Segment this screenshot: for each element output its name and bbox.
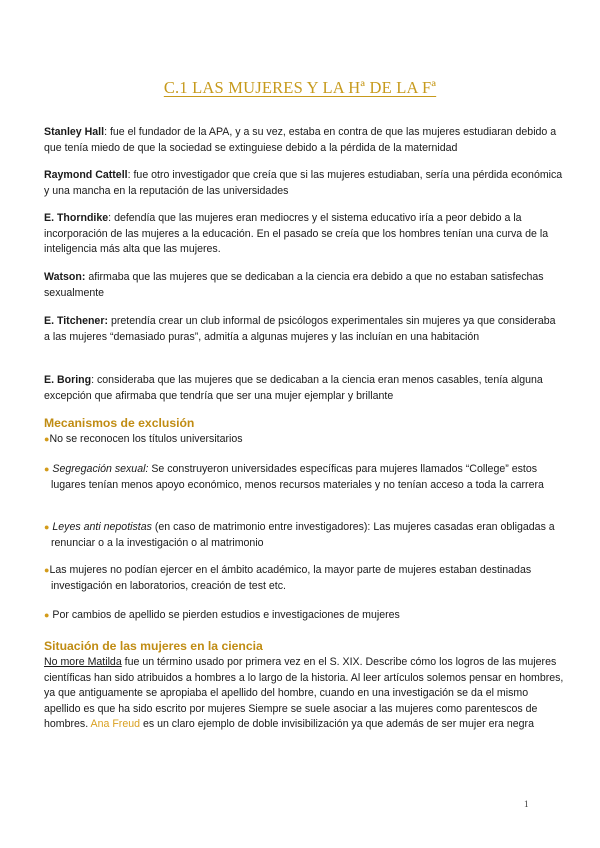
list-item: ●No se reconocen los títulos universitarios xyxy=(44,433,243,445)
page-title: C.1 LAS MUJERES Y LA Hª DE LA Fª xyxy=(163,78,437,97)
highlight-ana-freud: Ana Freud xyxy=(90,718,140,730)
person-name: Watson: xyxy=(44,271,86,283)
person-name: E. Thorndike xyxy=(44,212,109,224)
person-description: defendía que las mujeres eran mediocres y el sistema educativo iría a peor debido a la incorporación de las mujeres a la educación. En el pasado se creía que los hombres tenían una curva de la inteligencia más alta que las mujeres. xyxy=(44,212,549,255)
paragraph-e-thorndike: E. Thorndike: defendía que las mujeres eran mediocres y el sistema educativo iría a peor debido a la incorporación de las mujeres a la educación. En el pasado se creía que los hombres tenían una curva de la inteligencia más alta que las mujeres. xyxy=(44,212,549,255)
person-name: Raymond Cattell xyxy=(44,169,128,181)
list-item: ● Leyes anti nepotistas (en caso de matrimonio entre investigadores): Las mujeres casadas eran obligadas a renunciar o a la investigación o al matrimonio xyxy=(44,521,555,549)
paragraph-e-titchener xyxy=(44,314,564,345)
person-name: E. Boring xyxy=(44,374,92,386)
list-item: ● Segregación sexual: Se construyeron universidades específicas para mujeres llamados “College” estos lugares tenían menos apoyo económico, menos recursos materiales y no tenían acceso a toda la carrera xyxy=(44,463,544,491)
bullet-icon: ● xyxy=(44,434,50,444)
person-name: E. Titchener: xyxy=(44,315,108,327)
bullet-icon: ● xyxy=(44,464,50,474)
paragraph-raymond-cattell: Raymond Cattell: fue otro investigador que creía que si las mujeres estudiaban, sería una pérdida económica y una mancha en la reputación de las universidades xyxy=(44,169,563,197)
person-description: fue el fundador de la APA, y a su vez, estaba en contra de que las mujeres estudiaran debido a que tenía miedo de que la sociedad se extinguiese debido a la pérdida de la maternidad xyxy=(44,126,557,154)
list-item: ● Por cambios de apellido se pierden estudios e investigaciones de mujeres xyxy=(44,609,400,621)
paragraph-situation: No more Matilda fue un término usado por primera vez en el S. XIX. Describe cómo los logros de las mujeres científicas han sido atribuidos a hombres a lo largo de la historia. Al leer artículos solemos pensar en hombres, ya que antiguamente se apropiaba el apellido del hombre, cuando en una investigación se da el mismo apellido es que ha sido escrito por mujeres Siempre se suele asociar a las mujeres como parentescos de hombres. Ana Freud es un claro ejemplo de doble invisibilización ya que además de ser mujer era negra xyxy=(44,656,564,730)
page-number: 1 xyxy=(524,799,529,809)
list-item: ●Las mujeres no podían ejercer en el ámbito académico, la mayor parte de mujeres estaban destinadas investigación en laboratorios, creación de test etc. xyxy=(44,564,532,592)
person-name: Stanley Hall xyxy=(44,126,105,138)
item-lead: Leyes anti nepotistas xyxy=(52,521,152,533)
paragraph-watson xyxy=(44,270,564,301)
item-lead: Segregación sexual: xyxy=(52,463,149,475)
paragraph-e-boring: E. Boring: consideraba que las mujeres que se dedicaban a la ciencia eran menos casables, tenía alguna excepción que afirmaba que tendría que ser una mujer ejemplar y brillante xyxy=(44,374,543,402)
person-description: fue otro investigador que creía que si las mujeres estudiaban, sería una pérdida económica y una mancha en la reputación de las universidades xyxy=(44,169,563,197)
person-description: consideraba que las mujeres que se dedicaban a la ciencia eran menos casables, tenía alguna excepción que afirmaba que tendría que ser una mujer ejemplar y brillante xyxy=(44,374,543,402)
bullet-icon: ● xyxy=(44,610,50,620)
person-description: afirmaba que las mujeres que se dedicaban a la ciencia era debido a que no estaban satisfechas sexualmente xyxy=(44,271,544,299)
section-heading-situation: Situación de las mujeres en la ciencia xyxy=(44,639,263,653)
bullet-icon: ● xyxy=(44,522,50,532)
bullet-icon: ● xyxy=(44,565,50,575)
person-description: pretendía crear un club informal de psicólogos experimentales sin mujeres ya que consideraba a las mujeres “demasiado puras”, admitía a algunas mujeres y las incluían en una habitación xyxy=(44,315,556,343)
paragraph-stanley-hall: Stanley Hall: fue el fundador de la APA, y a su vez, estaba en contra de que las mujeres estudiaran debido a que tenía miedo de que la sociedad se extinguiese debido a la pérdida de la maternidad xyxy=(44,126,557,154)
section-heading-exclusion: Mecanismos de exclusión xyxy=(44,416,195,430)
term-no-more-matilda: No more Matilda xyxy=(44,656,122,668)
